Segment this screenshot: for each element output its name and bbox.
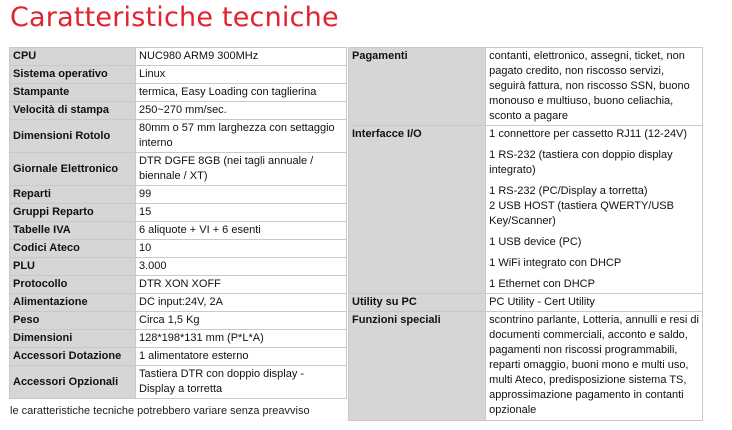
spec-key: Sistema operativo	[10, 66, 136, 84]
table-row	[10, 120, 347, 153]
spec-value: PC Utility - Cert Utility	[486, 294, 703, 312]
spec-key: Codici Ateco	[10, 240, 136, 258]
spec-value: DTR XON XOFF	[136, 276, 347, 294]
spec-value: 99	[136, 186, 347, 204]
spec-key: Accessori Opzionali	[10, 366, 136, 399]
spec-key: Funzioni speciali	[349, 312, 486, 421]
spec-value: contanti, elettronico, assegni, ticket, non pagato credito, non riscosso servizi, seguirà fattura, non riscosso SSN, buono monouso e multiuso, buono celiachia, sconto a pagare	[486, 48, 703, 126]
spec-key: Accessori Dotazione	[10, 348, 136, 366]
spec-value: 15	[136, 204, 347, 222]
spec-key: Giornale Elettronico	[10, 153, 136, 186]
spec-value: termica, Easy Loading con taglierina	[136, 84, 347, 102]
spec-value: Tastiera DTR con doppio display - Display a torretta	[136, 366, 347, 399]
spec-key: CPU	[10, 48, 136, 66]
spec-key: Stampante	[10, 84, 136, 102]
spec-value: 6 aliquote + VI + 6 esenti	[136, 222, 347, 240]
table-row	[10, 222, 347, 240]
table-row	[10, 102, 347, 120]
spec-key: Utility su PC	[349, 294, 486, 312]
table-row	[349, 312, 703, 421]
table-row	[10, 330, 347, 348]
spec-value: DC input:24V, 2A	[136, 294, 347, 312]
spec-value: 250~270 mm/sec.	[136, 102, 347, 120]
table-row	[10, 66, 347, 84]
table-row	[10, 240, 347, 258]
table-row	[349, 126, 703, 294]
list-item: 1 RS-232 (PC/Display a torretta)	[489, 185, 648, 197]
spec-key: Tabelle IVA	[10, 222, 136, 240]
spec-value: Circa 1,5 Kg	[136, 312, 347, 330]
table-row	[10, 258, 347, 276]
spec-value: 3.000	[136, 258, 347, 276]
list-item: 1 Ethernet con DHCP	[489, 278, 595, 290]
spec-key: PLU	[10, 258, 136, 276]
spec-value: 1 alimentatore esterno	[136, 348, 347, 366]
list-item: 1 USB device (PC)	[489, 236, 582, 248]
table-row	[10, 84, 347, 102]
table-row	[10, 366, 347, 399]
spec-value: 128*198*131 mm (P*L*A)	[136, 330, 347, 348]
spec-value: 80mm o 57 mm larghezza con settaggio interno	[136, 120, 347, 153]
spec-value: NUC980 ARM9 300MHz	[136, 48, 347, 66]
spec-key: Protocollo	[10, 276, 136, 294]
specs-table-left	[9, 47, 347, 399]
table-row	[10, 204, 347, 222]
spec-value: DTR DGFE 8GB (nei tagli annuale / biennale / XT)	[136, 153, 347, 186]
list-item: 1 RS-232 (tastiera con doppio display integrato)	[489, 149, 673, 176]
spec-key: Peso	[10, 312, 136, 330]
spec-key: Pagamenti	[349, 48, 486, 126]
spec-key: Velocità di stampa	[10, 102, 136, 120]
spec-key: Dimensioni	[10, 330, 136, 348]
list-item: 1 connettore per cassetto RJ11 (12-24V)	[489, 128, 688, 140]
spec-key: Interfacce I/O	[349, 126, 486, 294]
spec-value-list	[486, 126, 703, 294]
spec-key: Reparti	[10, 186, 136, 204]
spec-key: Gruppi Reparto	[10, 204, 136, 222]
table-row	[10, 312, 347, 330]
table-row	[10, 348, 347, 366]
spec-value: scontrino parlante, Lotteria, annulli e resi di documenti commerciali, acconto e saldo, pagamenti non riscossi programmabili, reparti omaggio, buoni mono e multi uso, multi Ateco, predisposizione sistema TS, approssimazione pagamento in contanti opzionale	[486, 312, 703, 421]
table-row	[10, 153, 347, 186]
table-row	[10, 294, 347, 312]
spec-value: 10	[136, 240, 347, 258]
footer-note: le caratteristiche tecniche potrebbero variare senza preavviso	[10, 405, 310, 417]
table-row	[10, 186, 347, 204]
spec-key: Alimentazione	[10, 294, 136, 312]
spec-key: Dimensioni Rotolo	[10, 120, 136, 153]
list-item: 1 WiFi integrato con DHCP	[489, 257, 622, 269]
list-item: 2 USB HOST (tastiera QWERTY/USB Key/Scanner)	[489, 200, 674, 227]
table-row	[10, 276, 347, 294]
table-row	[10, 48, 347, 66]
page-title: Caratteristiche tecniche	[10, 2, 339, 33]
specs-table-right	[348, 47, 703, 421]
table-row	[349, 48, 703, 126]
spec-value: Linux	[136, 66, 347, 84]
table-row	[349, 294, 703, 312]
